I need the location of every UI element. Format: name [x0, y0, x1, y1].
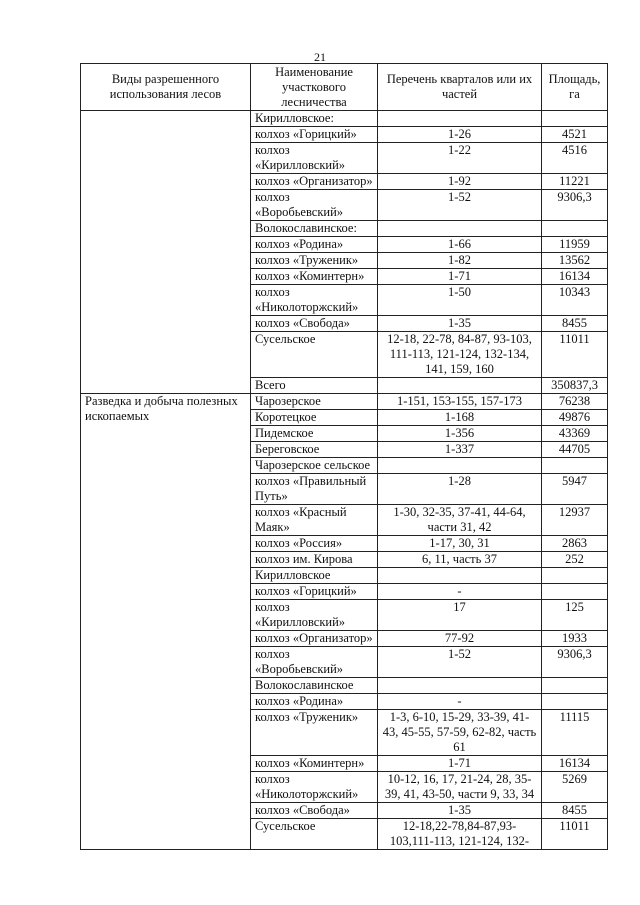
area-cell: 8455 [542, 316, 608, 332]
forestry-name-cell: колхоз «Николоторжский» [251, 285, 378, 316]
quarters-cell [378, 458, 542, 474]
quarters-cell: 1-26 [378, 127, 542, 143]
area-cell: 11959 [542, 237, 608, 253]
area-cell [542, 221, 608, 237]
area-cell: 16134 [542, 269, 608, 285]
quarters-cell [378, 111, 542, 127]
area-cell [542, 568, 608, 584]
quarters-cell: 1-356 [378, 426, 542, 442]
quarters-cell [378, 678, 542, 694]
use-type-cell [81, 111, 251, 394]
quarters-cell: 1-52 [378, 190, 542, 221]
area-cell: 4521 [542, 127, 608, 143]
area-cell: 4516 [542, 143, 608, 174]
header-quarters: Перечень кварталов или их частей [378, 64, 542, 111]
forestry-name-cell: Сусельское [251, 332, 378, 378]
quarters-cell: - [378, 584, 542, 600]
forestry-name-cell: Чарозерское [251, 394, 378, 410]
area-cell [542, 694, 608, 710]
forestry-name-cell: колхоз «Красный Маяк» [251, 505, 378, 536]
area-cell: 252 [542, 552, 608, 568]
forestry-name-cell: колхоз «Горицкий» [251, 127, 378, 143]
forestry-name-cell: колхоз «Родина» [251, 694, 378, 710]
quarters-cell: 1-151, 153-155, 157-173 [378, 394, 542, 410]
forestry-name-cell: Береговское [251, 442, 378, 458]
quarters-cell: 1-92 [378, 174, 542, 190]
area-cell: 49876 [542, 410, 608, 426]
quarters-cell: 1-35 [378, 803, 542, 819]
forestry-name-cell: Кирилловское [251, 568, 378, 584]
area-cell: 11011 [542, 819, 608, 850]
page-number: 21 [314, 50, 326, 64]
area-cell: 125 [542, 600, 608, 631]
quarters-cell: 1-30, 32-35, 37-41, 44-64, части 31, 42 [378, 505, 542, 536]
forestry-name-cell: колхоз «Труженик» [251, 710, 378, 756]
quarters-cell: 1-52 [378, 647, 542, 678]
area-cell: 44705 [542, 442, 608, 458]
area-cell: 43369 [542, 426, 608, 442]
forestry-name-cell: колхоз «Родина» [251, 237, 378, 253]
area-cell: 350837,3 [542, 378, 608, 394]
area-cell [542, 111, 608, 127]
quarters-cell: - [378, 694, 542, 710]
quarters-cell: 1-337 [378, 442, 542, 458]
quarters-cell: 1-82 [378, 253, 542, 269]
quarters-cell [378, 568, 542, 584]
forestry-name-cell: колхоз «Коминтерн» [251, 269, 378, 285]
quarters-cell: 1-3, 6-10, 15-29, 33-39, 41-43, 45-55, 57-59, 62-82, часть 61 [378, 710, 542, 756]
area-cell: 5269 [542, 772, 608, 803]
header-area: Площадь, га [542, 64, 608, 111]
forestry-name-cell: Сусельское [251, 819, 378, 850]
area-cell: 11221 [542, 174, 608, 190]
forestry-name-cell: колхоз «Россия» [251, 536, 378, 552]
table-body [81, 111, 608, 850]
forestry-name-cell: колхоз «Организатор» [251, 174, 378, 190]
table-header-row [81, 64, 608, 111]
header-use-type: Виды разрешенного использования лесов [81, 64, 251, 111]
quarters-cell: 12-18, 22-78, 84-87, 93-103, 111-113, 121-124, 132-134, 141, 159, 160 [378, 332, 542, 378]
forestry-name-cell: колхоз «Кирилловский» [251, 143, 378, 174]
forestry-name-cell: Кирилловское: [251, 111, 378, 127]
area-cell: 13562 [542, 253, 608, 269]
area-cell: 1933 [542, 631, 608, 647]
area-cell: 5947 [542, 474, 608, 505]
quarters-cell: 10-12, 16, 17, 21-24, 28, 35-39, 41, 43-50, части 9, 33, 34 [378, 772, 542, 803]
forest-use-table [80, 63, 608, 850]
table-row [81, 394, 608, 410]
area-cell: 8455 [542, 803, 608, 819]
quarters-cell: 1-168 [378, 410, 542, 426]
forestry-name-cell: Коротецкое [251, 410, 378, 426]
area-cell [542, 458, 608, 474]
quarters-cell: 1-17, 30, 31 [378, 536, 542, 552]
area-cell: 11115 [542, 710, 608, 756]
table-row [81, 111, 608, 127]
forestry-name-cell: колхоз «Кирилловский» [251, 600, 378, 631]
forestry-name-cell: колхоз «Горицкий» [251, 584, 378, 600]
quarters-cell: 77-92 [378, 631, 542, 647]
forestry-name-cell: колхоз «Организатор» [251, 631, 378, 647]
forestry-name-cell: Волокославинское: [251, 221, 378, 237]
forestry-name-cell: колхоз «Воробьевский» [251, 190, 378, 221]
quarters-cell: 17 [378, 600, 542, 631]
forestry-name-cell: колхоз «Свобода» [251, 316, 378, 332]
quarters-cell: 1-71 [378, 756, 542, 772]
use-type-cell: Разведка и добыча полезных ископаемых [81, 394, 251, 850]
forestry-name-cell: колхоз «Коминтерн» [251, 756, 378, 772]
header-forestry-name: Наименование участкового лесничества [251, 64, 378, 111]
quarters-cell [378, 221, 542, 237]
quarters-cell: 1-71 [378, 269, 542, 285]
forestry-name-cell: колхоз «Николоторжский» [251, 772, 378, 803]
area-cell [542, 678, 608, 694]
area-cell: 76238 [542, 394, 608, 410]
area-cell: 9306,3 [542, 647, 608, 678]
area-cell: 16134 [542, 756, 608, 772]
forestry-name-cell: колхоз «Свобода» [251, 803, 378, 819]
area-cell: 12937 [542, 505, 608, 536]
quarters-cell: 12-18,22-78,84-87,93-103,111-113, 121-124, 132- [378, 819, 542, 850]
quarters-cell [378, 378, 542, 394]
quarters-cell: 1-50 [378, 285, 542, 316]
quarters-cell: 1-35 [378, 316, 542, 332]
area-cell: 11011 [542, 332, 608, 378]
area-cell [542, 584, 608, 600]
forestry-name-cell: Пидемское [251, 426, 378, 442]
forestry-name-cell: колхоз «Труженик» [251, 253, 378, 269]
quarters-cell: 1-22 [378, 143, 542, 174]
area-cell: 2863 [542, 536, 608, 552]
forestry-name-cell: Чарозерское сельское [251, 458, 378, 474]
forestry-name-cell: колхоз им. Кирова [251, 552, 378, 568]
area-cell: 10343 [542, 285, 608, 316]
forestry-name-cell: Волокославинское [251, 678, 378, 694]
forestry-name-cell: колхоз «Правильный Путь» [251, 474, 378, 505]
forestry-name-cell: колхоз «Воробьевский» [251, 647, 378, 678]
quarters-cell: 6, 11, часть 37 [378, 552, 542, 568]
quarters-cell: 1-66 [378, 237, 542, 253]
forestry-name-cell: Всего [251, 378, 378, 394]
quarters-cell: 1-28 [378, 474, 542, 505]
area-cell: 9306,3 [542, 190, 608, 221]
